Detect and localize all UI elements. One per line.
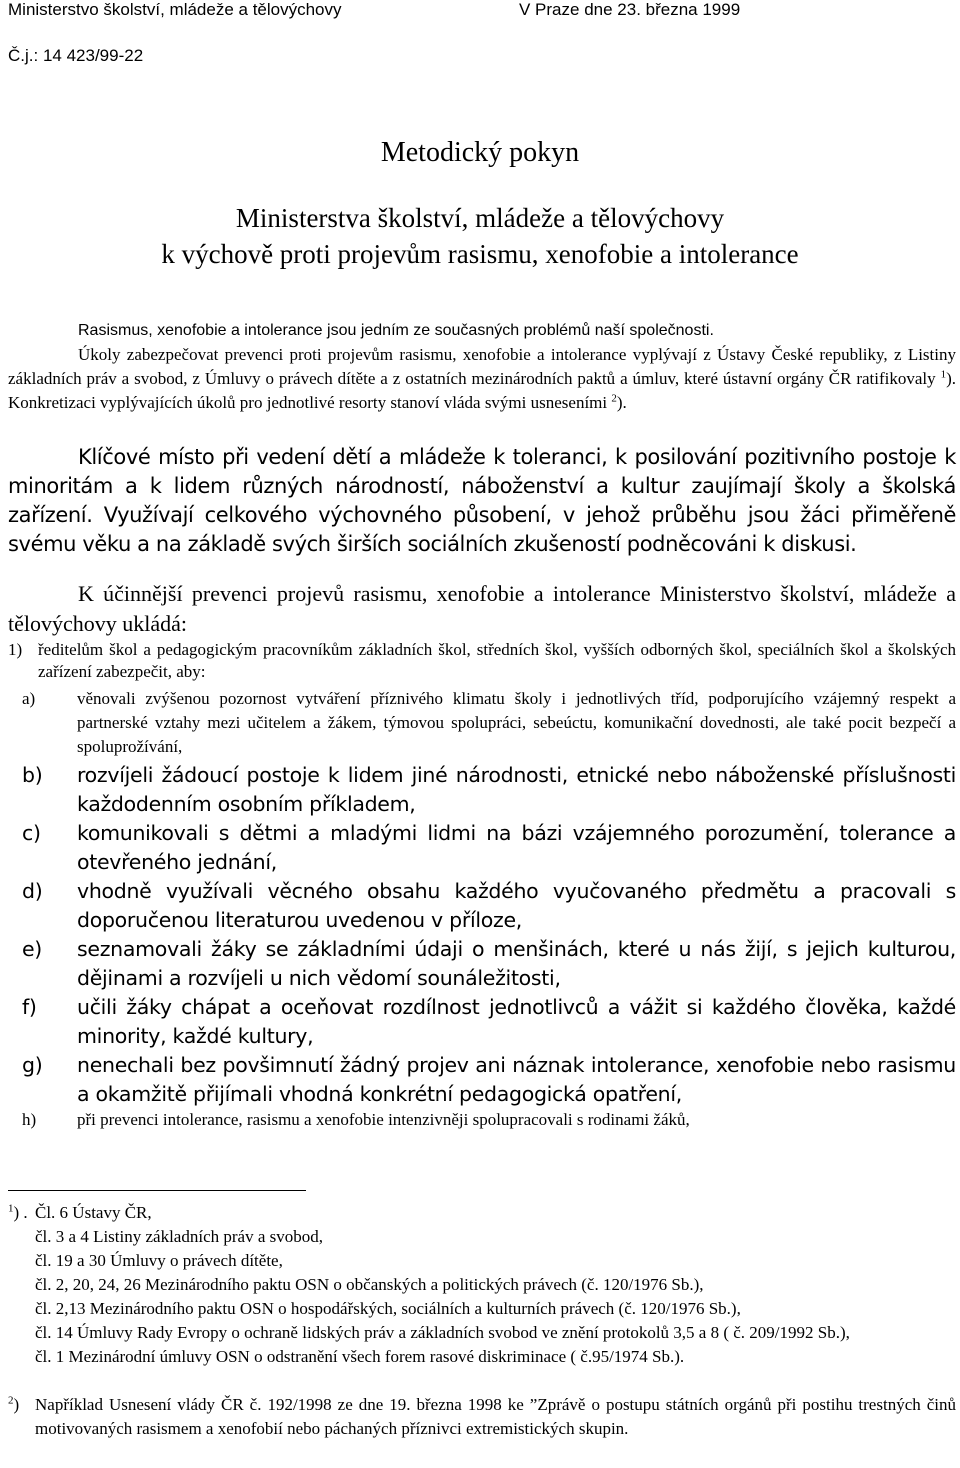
footnote-2-marker: ) bbox=[13, 1395, 20, 1414]
footnote-2-number: 2 bbox=[8, 1394, 14, 1407]
intro-paragraph bbox=[8, 319, 956, 415]
item-label: b) bbox=[22, 763, 43, 787]
footnote-1-number: 1 bbox=[8, 1202, 14, 1215]
footnote-line: Čl. 6 Ústavy ČR, bbox=[35, 1203, 152, 1222]
title-subject: k výchově proti projevům rasismu, xenofobie a intolerance bbox=[161, 239, 799, 269]
list-item bbox=[22, 819, 956, 877]
intro-text-cont: ). Konkretizaci vyplývajících úkolů pro jednotlivé resorty stanoví vláda svými usneseními bbox=[8, 369, 956, 412]
intro-text-end: ). bbox=[616, 393, 627, 412]
list-item bbox=[22, 877, 956, 935]
item-label: f) bbox=[22, 995, 37, 1019]
item-text: při prevenci intolerance, rasismu a xenofobie intenzivněji spolupracovali s rodinami žáků, bbox=[77, 1110, 690, 1129]
footnote-line: čl. 19 a 30 Úmluvy o právech dítěte, bbox=[35, 1251, 283, 1270]
list-item bbox=[8, 639, 956, 683]
item-text: vhodně využívali věcného obsahu každého vyučovaného předmětu a pracovali s doporučenou literaturou uvedenou v příloze, bbox=[77, 879, 956, 932]
footnote-2-text: Například Usnesení vlády ČR č. 192/1998 ze dne 19. března 1998 ke ”Zprávě o postupu státních orgánů při postihu trestných činů motivovaných rasismem a xenofobií nebo páchaných příznivci extremistických skupin. bbox=[35, 1395, 956, 1438]
footnote-line: čl. 3 a 4 Listiny základních práv a svobod, bbox=[35, 1227, 323, 1246]
intro-sentence-2 bbox=[8, 343, 956, 415]
footnote-line: čl. 2,13 Mezinárodního paktu OSN o hospodářských, sociálních a kulturních právech (č. 120/1976 Sb.), bbox=[35, 1299, 741, 1318]
title-issuer: Ministerstva školství, mládeže a tělovýchovy bbox=[235, 203, 725, 233]
list-item bbox=[22, 1108, 956, 1132]
item-text: ředitelům škol a pedagogickým pracovníkům základních škol, středních škol, vyšších odborných škol, speciálních škol a školských zařízení zabezpečit, aby: bbox=[38, 640, 956, 681]
list-item bbox=[22, 761, 956, 819]
footnote-2 bbox=[8, 1393, 956, 1441]
footnote-line: čl. 1 Mezinárodní úmluvy OSN o odstranění všech forem rasové diskriminace ( č.95/1974 Sb.). bbox=[35, 1347, 685, 1366]
list-item bbox=[22, 993, 956, 1051]
item-label: g) bbox=[22, 1053, 43, 1077]
directive-paragraph: K účinnější prevenci projevů rasismu, xenofobie a intolerance Ministerstvo školství, mládeže a tělovýchovy ukládá: bbox=[8, 581, 956, 636]
item-text: komunikovali s dětmi a mladými lidmi na bázi vzájemného porozumění, tolerance a otevřeného jednání, bbox=[77, 821, 956, 874]
item-label: h) bbox=[22, 1110, 37, 1129]
item-text: učili žáky chápat a oceňovat rozdílnost jednotlivců a vážit si každého člověka, každé minority, každé kultury, bbox=[77, 995, 956, 1048]
item-text: rozvíjeli žádoucí postoje k lidem jiné národnosti, etnické nebo náboženské příslušnosti každodenním osobním příkladem, bbox=[77, 763, 956, 816]
footnote-ref-2: 2 bbox=[611, 392, 617, 405]
key-role-paragraph: Klíčové místo při vedení dětí a mládeže k toleranci, k posilování pozitivního postoje k minoritám a k lidem různých národností, náboženství a kultur zaujímají školy a školská zařízení. Využívají celkového výchovného působení, v jehož průběhu jsou žáci přiměřeně svému věku a na základě svých širších sociálních zkušeností podněcováni k diskusi. bbox=[8, 445, 956, 556]
item-label: d) bbox=[22, 879, 43, 903]
intro-text: Úkoly zabezpečovat prevenci proti projevům rasismu, xenofobie a intolerance vyplývají z Ústavy České republiky, z Listiny základních práv a svobod, z Úmluvy o právech dítěte a z ostatních mezinárodních paktů a úmluv, které ústavní orgány ČR ratifikovaly bbox=[8, 345, 956, 388]
document-title: Metodický pokyn bbox=[380, 137, 580, 168]
item-text: nenechali bez povšimnutí žádný projev ani náznak intolerance, xenofobie nebo rasismu a okamžitě přijímali vhodná konkrétní pedagogická opatření, bbox=[77, 1053, 956, 1106]
intro-sentence-1: Rasismus, xenofobie a intolerance jsou jedním ze současných problémů naší společnosti. bbox=[78, 322, 714, 339]
footnote-line: čl. 14 Úmluvy Rady Evropy o ochraně lidských práv a základních svobod ve znění protokolů 3,5 a 8 ( č. 209/1992 Sb.), bbox=[35, 1323, 850, 1342]
footnote-line: čl. 2, 20, 24, 26 Mezinárodního paktu OSN o občanských a politických právech (č. 120/1976 Sb.), bbox=[35, 1275, 704, 1294]
list-item bbox=[22, 935, 956, 993]
reference-number: Č.j.: 14 423/99-22 bbox=[8, 46, 144, 65]
footnote-ref-1: 1 bbox=[940, 368, 947, 381]
list-item bbox=[22, 1051, 956, 1109]
item-text: seznamovali žáky se základními údaji o menšinách, které u nás žijí, s jejich kulturou, dějinami a rozvíjeli u nich vědomí sounáležitosti, bbox=[77, 937, 956, 990]
item-label: e) bbox=[22, 937, 43, 961]
ministry-header: Ministerstvo školství, mládeže a tělovýchovy bbox=[8, 0, 342, 19]
item-text: věnovali zvýšenou pozornost vytváření příznivého klimatu školy i jednotlivých tříd, podporujícího vzájemný respekt a partnerské vztahy mezi učitelem a žákem, týmovou spolupráci, sebeúctu, komunikační dovednosti, ale také pocit bezpečí a spoluprožívání, bbox=[77, 689, 956, 756]
footnote-1 bbox=[8, 1201, 956, 1369]
item-label: c) bbox=[22, 821, 41, 845]
item-label: a) bbox=[22, 689, 36, 708]
place-date: V Praze dne 23. března 1999 bbox=[519, 0, 741, 19]
list-item bbox=[22, 687, 956, 759]
item-label: 1) bbox=[8, 640, 23, 659]
footnote-1-marker: ) . bbox=[13, 1203, 28, 1222]
footnote-divider bbox=[8, 1190, 306, 1191]
